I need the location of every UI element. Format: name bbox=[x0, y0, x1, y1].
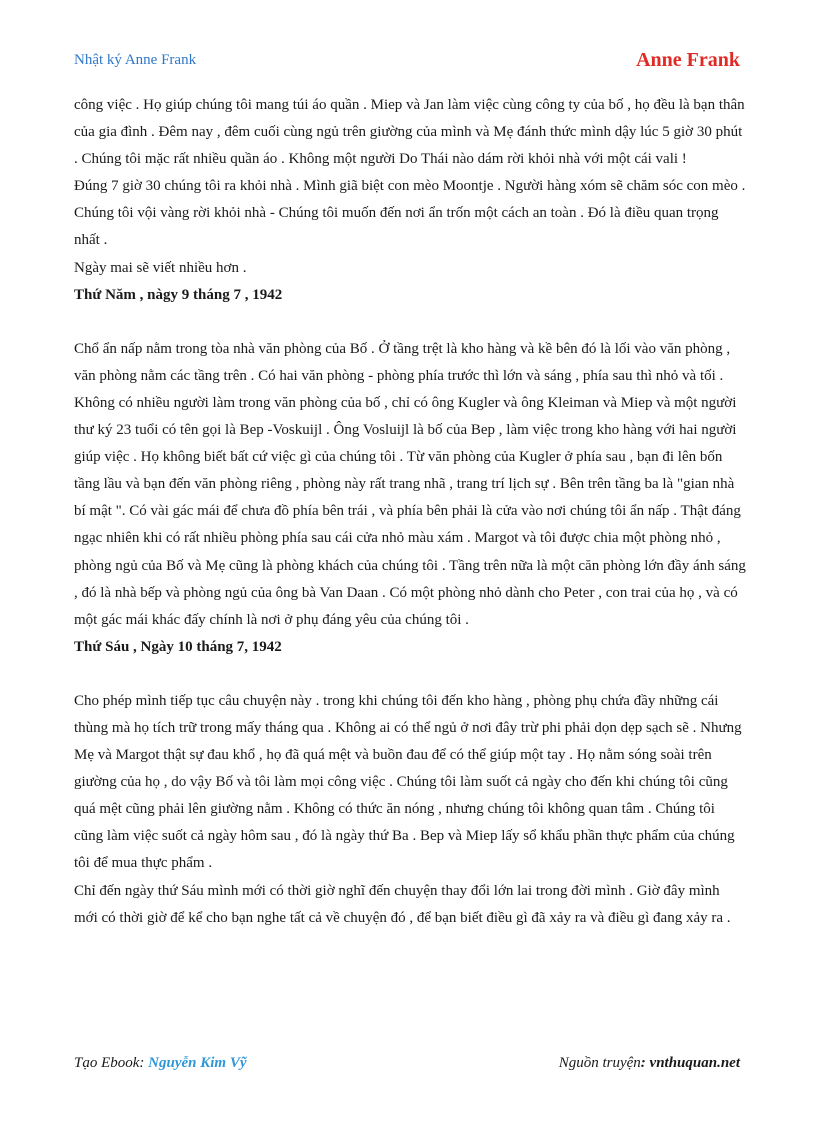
source-credit bbox=[559, 1055, 740, 1072]
credit-separator: : bbox=[139, 1055, 149, 1071]
entry-heading: Thứ Sáu , Ngày 10 tháng 7, 1942 bbox=[74, 638, 282, 655]
creator-name: Nguyễn Kim Vỹ bbox=[148, 1055, 247, 1071]
source-separator: : bbox=[640, 1055, 650, 1071]
entry-heading: Thứ Năm , nàgy 9 tháng 7 , 1942 bbox=[74, 286, 283, 303]
ebook-credit bbox=[74, 1055, 247, 1072]
paragraph: Cho phép mình tiếp tục câu chuyện này . trong khi chúng tôi đến kho hàng , phòng phụ chứa đầy những cái thùng mà họ tích trữ trong mấy tháng qua . Không ai có thể ngủ ở nơi đây trừ phi phải dọn dẹp sạch sẽ . Nhưng Mẹ và Margot thật sự đau khổ , họ đã quá mệt và buồn đau để có thể giúp một tay . Họ nằm sóng soài trên giường của họ , do vậy Bố và tôi làm mọi công việc . Chúng tôi làm suốt cả ngày cho đến khi chúng tôi cũng quá mệt cũng phải lên giường nằm . Không có thức ăn nóng , nhưng chúng tôi không quan tâm . Chúng tôi cũng làm việc suốt cả ngày hôm sau , đó là ngày thứ Ba . Bep và Miep lấy sổ khẩu phần thực phẩm của chúng tôi để mua thực phẩm . bbox=[74, 692, 742, 872]
credit-label: Tạo Ebook bbox=[74, 1055, 140, 1071]
source-site: vnthuquan.net bbox=[649, 1055, 740, 1071]
paragraph: Đúng 7 giờ 30 chúng tôi ra khỏi nhà . Mình giã biệt con mèo Moontje . Người hàng xóm sẽ chăm sóc con mèo . Chúng tôi vội vàng rời khỏi nhà - Chúng tôi muốn đến nơi ẩn trốn một cách an toàn . Đó là điều quan trọng nhất . bbox=[74, 178, 746, 249]
source-label: Nguồn truyện bbox=[558, 1055, 641, 1071]
page-body bbox=[74, 92, 746, 932]
paragraph: công việc . Họ giúp chúng tôi mang túi áo quần . Miep và Jan làm việc cùng công ty của bố , họ đều là bạn thân của gia đình . Đêm nay , đêm cuối cùng ngủ trên giường của mình và Mẹ đánh thức mình dậy lúc 5 giờ 30 phút . Chúng tôi mặc rất nhiều quần áo . Không một người Do Thái nào dám rời khỏi nhà với một cái vali ! bbox=[74, 97, 745, 168]
paragraph: Ngày mai sẽ viết nhiều hơn . bbox=[74, 259, 247, 276]
spacer bbox=[74, 309, 746, 336]
paragraph: Chỉ đến ngày thứ Sáu mình mới có thời giờ nghĩ đến chuyện thay đổi lớn lai trong đời mình . Giờ đây mình mới có thời giờ để kể cho bạn nghe tất cả về chuyện đó , để bạn biết điều gì đã xảy ra và điều gì đang xảy ra . bbox=[74, 882, 731, 926]
author-name: Anne Frank bbox=[636, 49, 740, 71]
spacer bbox=[74, 661, 746, 688]
paragraph: Chổ ẩn nấp nằm trong tòa nhà văn phòng của Bố . Ở tầng trệt là kho hàng và kề bên đó là lối vào văn phòng , văn phòng nằm các tầng trên . Có hai văn phòng - phòng phía trước thì lớn và sáng , phía sau thì nhỏ và tối . Không có nhiều người làm trong văn phòng của bố , chỉ có ông Kugler và ông Kleiman và Miep và một người thư ký 23 tuổi có tên gọi là Bep -Voskuijl . Ông Vosluijl là bố của Bep , làm việc trong kho hàng với hai người giúp việc . Họ không biết bất cứ việc gì của chúng tôi . Từ văn phòng của Kugler ở phía sau , bạn đi lên bốn tầng lầu và bạn đến văn phòng riêng , phòng này rất trang nhã , trang trí lịch sự . Bên trên tầng ba là "gian nhà bí mật ". Có vài gác mái để chưa đồ phía bên trái , và phía bên phải là cửa vào nơi chúng tôi ẩn nấp . Thật đáng ngạc nhiên khi có rất nhiều phòng phía sau cái cửa nhỏ màu xám . Margot và tôi được chia một phòng nhỏ , phòng ngủ của Bố và Mẹ cũng là phòng khách của chúng tôi . Tầng trên nữa là một căn phòng lớn đầy ánh sáng , đó là nhà bếp và phòng ngủ của ông bà Van Daan . Có một phòng nhỏ dành cho Peter , con trai của họ , và có một gác mái khác đấy chính là nơi ở phụ đáng yêu của chúng tôi . bbox=[74, 340, 746, 628]
book-title: Nhật ký Anne Frank bbox=[74, 52, 197, 68]
